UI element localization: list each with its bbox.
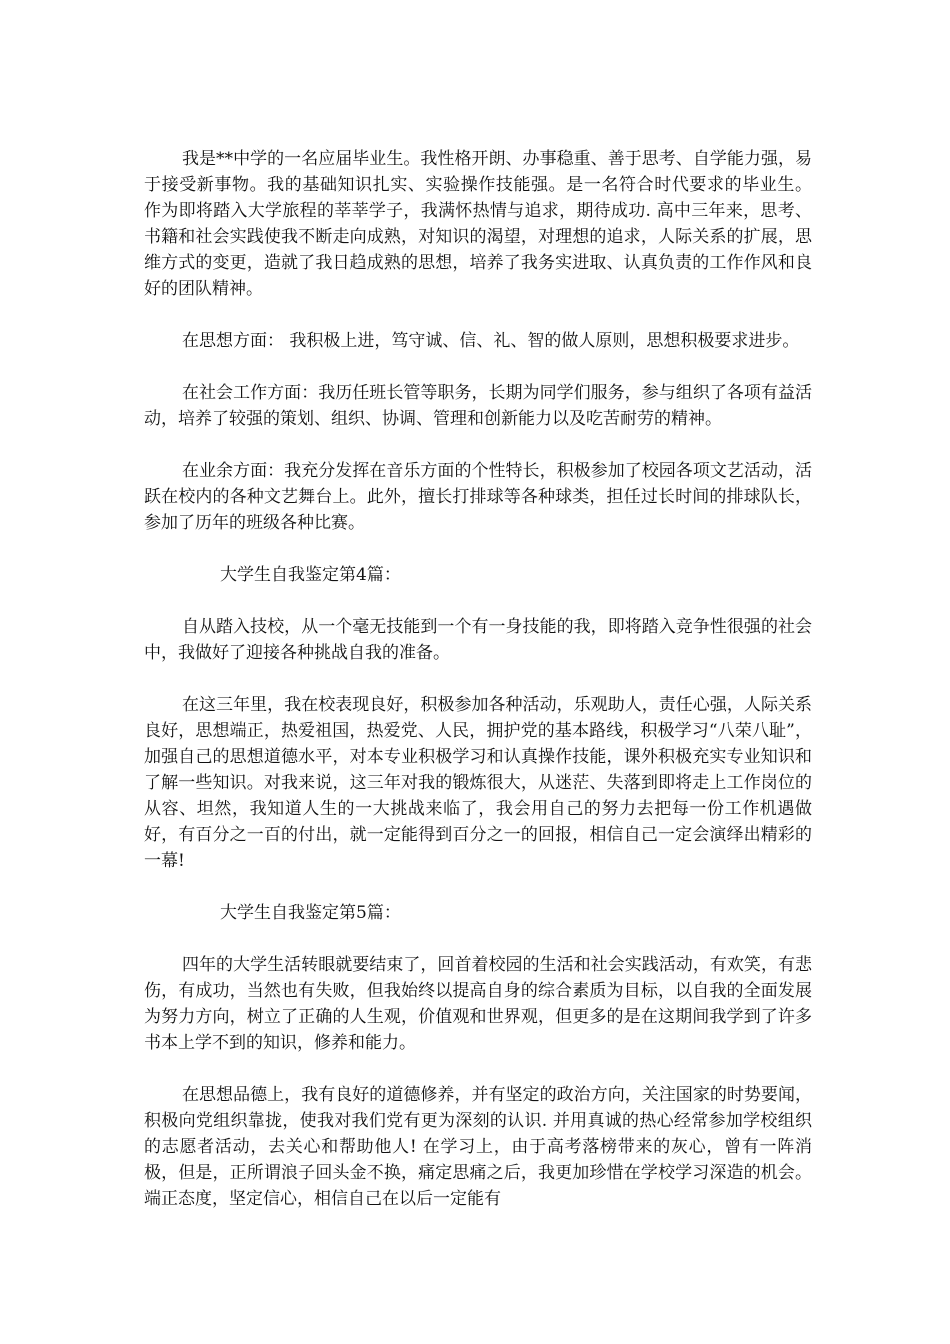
document-body: [144, 146, 812, 1238]
paragraph-hobbies: 在业余方面：我充分发挥在音乐方面的个性特长，积极参加了校园各项文艺活动，活跃在校内的各种文艺舞台上。此外，擅长打排球等各种球类，担任过长时间的排球队长，参加了历年的班级各种比赛。: [144, 461, 812, 533]
paragraph-intro: 我是**中学的一名应届毕业生。我性格开朗、办事稳重、善于思考、自学能力强，易于接受新事物。我的基础知识扎实、实验操作技能强。是一名符合时代要求的毕业生。 作为即将踏入大学旅程的莘莘学子，我满怀热情与追求，期待成功. 高中三年来，思考、书籍和社会实践使我不断走向成熟，对知识的渴望，对理想的追求，人际关系的扩展，思维方式的变更，造就了我日趋成熟的思想，培养了我务实进取、认真负责的工作作风和良好的团队精神。: [144, 149, 812, 299]
paragraph-social-work: 在社会工作方面：我历任班长管等职务，长期为同学们服务，参与组织了各项有益活动，培养了较强的策划、组织、协调、管理和创新能力以及吃苦耐劳的精神。: [144, 383, 812, 429]
paragraph-three-years: 在这三年里，我在校表现良好，积极参加各种活动，乐观助人，责任心强，人际关系良好，思想端正，热爱祖国，热爱党、人民，拥护党的基本路线，积极学习“八荣八耻”，加强自己的思想道德水平，对本专业积极学习和认真操作技能，课外积极充实专业知识和了解一些知识。对我来说，这三年对我的锻炼很大，从迷茫、失落到即将走上工作岗位的从容、坦然，我知道人生的一大挑战来临了，我会用自己的努力去把每一份工作机遇做好，有百分之一百的付出，就一定能得到百分之一的回报，相信自己一定会演绎出精彩的一幕!: [144, 695, 812, 871]
paragraph-four-years: 四年的大学生活转眼就要结束了，回首着校园的生活和社会实践活动，有欢笑，有悲伤，有成功，当然也有失败，但我始终以提高自身的综合素质为目标，以自我的全面发展为努力方向，树立了正确的人生观，价值观和世界观，但更多的是在这期间我学到了许多书本上学不到的知识，修养和能力。: [144, 955, 812, 1053]
section-heading-4: 大学生自我鉴定第4篇：: [220, 565, 401, 585]
section-heading-5: 大学生自我鉴定第5篇：: [220, 903, 401, 923]
paragraph-thought: 在思想方面： 我积极上进，笃守诚、信、礼、智的做人原则，思想积极要求进步。: [182, 331, 800, 351]
paragraph-technical-school: 自从踏入技校，从一个毫无技能到一个有一身技能的我，即将踏入竞争性很强的社会中，我做好了迎接各种挑战自我的准备。: [144, 617, 812, 663]
paragraph-moral-character: 在思想品德上，我有良好的道德修养，并有坚定的政治方向，关注国家的时势要闻，积极向党组织靠拢，使我对我们党有更为深刻的认识. 并用真诚的热心经常参加学校组织的志愿者活动，去关心和帮助他人! 在学习上，由于高考落榜带来的灰心，曾有一阵消极，但是，正所谓浪子回头金不换，痛定思痛之后，我更加珍惜在学校学习深造的机会。端正态度，坚定信心，相信自己在以后一定能有: [144, 1085, 812, 1209]
